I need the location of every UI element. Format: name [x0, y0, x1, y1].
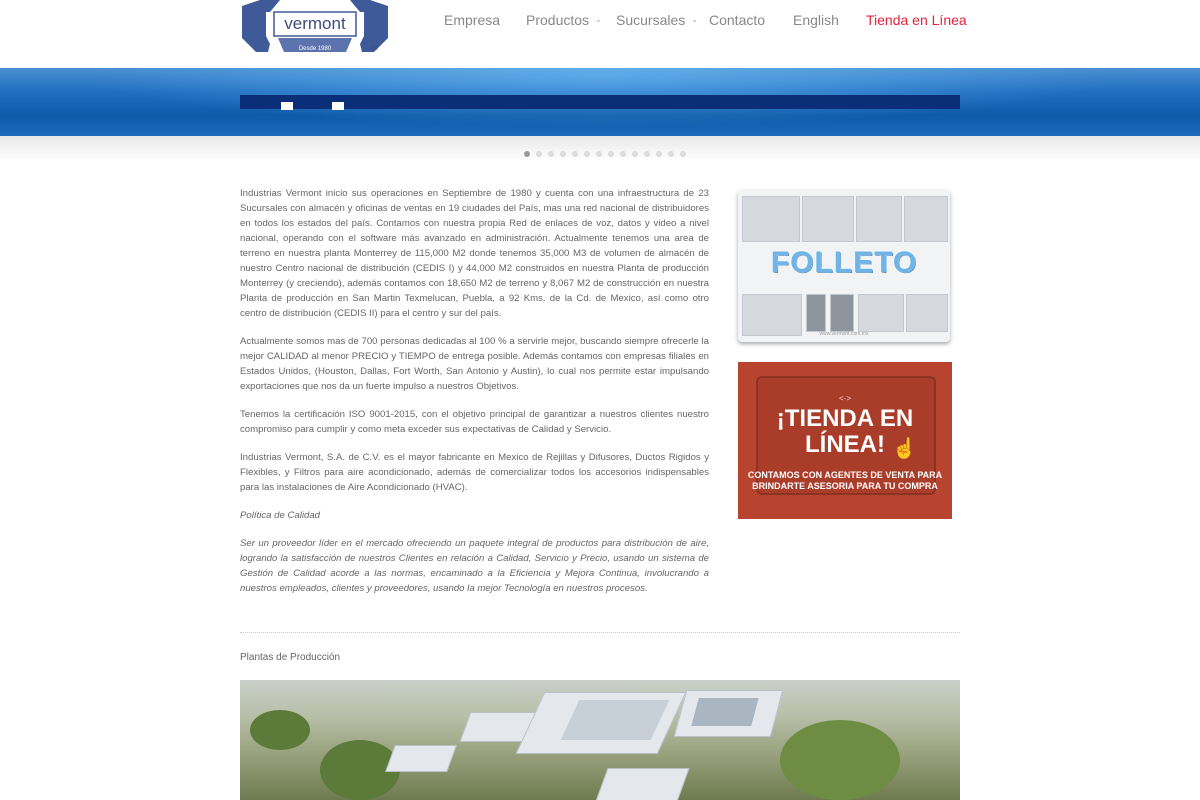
nav-tienda-en-linea[interactable]: [866, 12, 967, 28]
warehouse-roof: [691, 698, 759, 726]
banner-marker: [281, 102, 293, 110]
nav-english[interactable]: [793, 12, 839, 28]
banner-strip: [240, 95, 960, 109]
chevron-down-icon: ⌄: [595, 15, 602, 24]
slider-dot[interactable]: [656, 151, 662, 157]
nav-contacto[interactable]: [709, 12, 765, 28]
slider-dot[interactable]: [644, 151, 650, 157]
slider-dot[interactable]: [632, 151, 638, 157]
nav-label: Contacto: [709, 12, 766, 28]
slider-dot[interactable]: [668, 151, 674, 157]
warehouse: [592, 768, 689, 800]
catalog-thumb: [906, 294, 948, 332]
slider-dot[interactable]: [608, 151, 614, 157]
hero-slider[interactable]: [0, 68, 1200, 136]
folleto-label: FOLLETO: [770, 246, 918, 279]
catalog-thumb: [742, 294, 802, 336]
slider-dot[interactable]: [680, 151, 686, 157]
vermont-logo[interactable]: [240, 0, 390, 56]
policy-text: Ser un proveedor líder en el mercado ofreciendo un paquete integral de productos para distribución de aire, logrando la satisfacción de nuestros Clientes en relación a Calidad, Servicio y Precio, usando un sistema de Gestión de Calidad acorde a las normas, encaminado a la Eficiencia y Mejora Continua, involucrando a nuestros empleados, clientes y proveedores, usando la mejor Tecnología en nuestros procesos.: [240, 538, 709, 594]
plantas-title: Plantas de Producción: [240, 652, 341, 663]
chevron-down-icon: ⌄: [691, 15, 698, 24]
catalog-thumb: [858, 294, 904, 332]
tree-cluster: [780, 720, 900, 800]
slider-dot[interactable]: [572, 151, 578, 157]
section-divider: [240, 632, 960, 633]
about-paragraph: Industrias Vermont inicio sus operaciones en Septiembre de 1980 y cuenta con una infraestructura de 23 Sucursales con almacén y oficinas de ventas en 19 ciudades del País, mas una red nacional de distribuidores en todos los estados del país. Contamos con nuestra propia Red de enlaces de voz, datos y video a nivel nacional, operando con el software más avanzado en administración. Actualmente tenemos una area de terreno en nuestra planta Monterrey de 115,000 M2 donde tenemos 35,000 M3 de volumen de almacén de nuestro Centro nacional de distribución (CEDIS I) y 44,000 M2 construidos en nuestra Planta de producción Monterrey (y creciendo), además contamos con 18,650 M2 de terreno y 8,067 M2 de construcción en nuestra Planta de producción en San Martin Texmelucan, Puebla, a 92 Kms. de la Cd. de Mexico, así como otro centro de distribución (CEDIS II) para el centro y sur del país.: [240, 188, 709, 319]
tienda-headline: [738, 406, 952, 458]
tree-cluster: [250, 710, 310, 750]
warehouse-roof: [561, 700, 670, 740]
slider-dot[interactable]: [548, 151, 554, 157]
logo-mark: MR: [370, 46, 378, 52]
nav-productos[interactable]: [526, 12, 602, 28]
catalog-thumb: [856, 196, 902, 242]
slider-dot[interactable]: [584, 151, 590, 157]
pointer-hand-icon: ☝: [892, 438, 917, 460]
banner-marker: [332, 102, 344, 110]
slider-dot[interactable]: [560, 151, 566, 157]
tienda-en-linea-banner[interactable]: [738, 362, 952, 519]
tienda-sub-1: CONTAMOS CON AGENTES DE VENTA PARA: [747, 470, 943, 480]
code-icon: <·>: [839, 394, 852, 403]
slider-dot[interactable]: [536, 151, 542, 157]
nav-label: Empresa: [444, 12, 501, 28]
about-paragraph: Industrias Vermont, S.A. de C.V. es el mayor fabricante en Mexico de Rejillas y Difusores, Ductos Rigidos y Flexibles, y Filtros para aire acondicionado, además de comercializar todos los accesorios indispensables para las instalaciones de Aire Acondicionado (HVAC).: [240, 452, 709, 493]
catalog-thumb: [806, 294, 826, 332]
about-paragraph: Actualmente somos mas de 700 personas dedicadas al 100 % a servirle mejor, buscando siempre ofrecerle la mejor CALIDAD al menor PRECIO y TIEMPO de entrega posible. Además contamos con empresas filiales en Estados Unidos, (Houston, Dallas, Fort Worth, San Antonio y Austin), lo cual nos permite estar impulsando exportaciones que nos da un fuerte impulso a nuestros Objetivos.: [240, 336, 709, 392]
catalog-thumb: [742, 196, 800, 242]
tienda-subtitle: [738, 470, 952, 492]
tienda-line-1: ¡TIENDA EN: [776, 405, 914, 432]
slider-pagination: [524, 151, 686, 159]
about-paragraph: Tenemos la certificación ISO 9001-2015, con el objetivo principal de garantizar a nuestros clientes nuestro compromiso para cumplir y como meta exceder sus expectativas de Calidad y Servicio.: [240, 409, 709, 435]
nav-sucursales[interactable]: [616, 12, 698, 28]
logo-wordmark: vermont: [284, 14, 346, 33]
logo-since: Desde 1980: [298, 46, 332, 52]
catalog-thumb: [830, 294, 854, 332]
catalog-thumb: [904, 196, 948, 242]
plant-aerial-photo: [240, 680, 960, 800]
folleto-banner[interactable]: [738, 190, 950, 342]
nav-label: Tienda en Línea: [866, 12, 967, 28]
about-content: [240, 186, 709, 609]
folleto-url: www.vermont.com.mx: [819, 331, 869, 337]
policy-title: Política de Calidad: [240, 510, 320, 521]
slider-dot[interactable]: [596, 151, 602, 157]
nav-label: Sucursales: [616, 12, 686, 28]
warehouse: [385, 745, 457, 772]
slider-dot[interactable]: [620, 151, 626, 157]
nav-empresa[interactable]: [444, 12, 500, 28]
site-header: [0, 0, 1200, 68]
catalog-thumb: [802, 196, 854, 242]
tienda-sub-2: BRINDARTE ASESORIA PARA TU COMPRA: [752, 481, 938, 491]
tienda-line-2: LÍNEA!: [805, 431, 885, 458]
nav-label: English: [793, 12, 839, 28]
nav-label: Productos: [526, 12, 590, 28]
slider-dot[interactable]: [524, 151, 530, 157]
